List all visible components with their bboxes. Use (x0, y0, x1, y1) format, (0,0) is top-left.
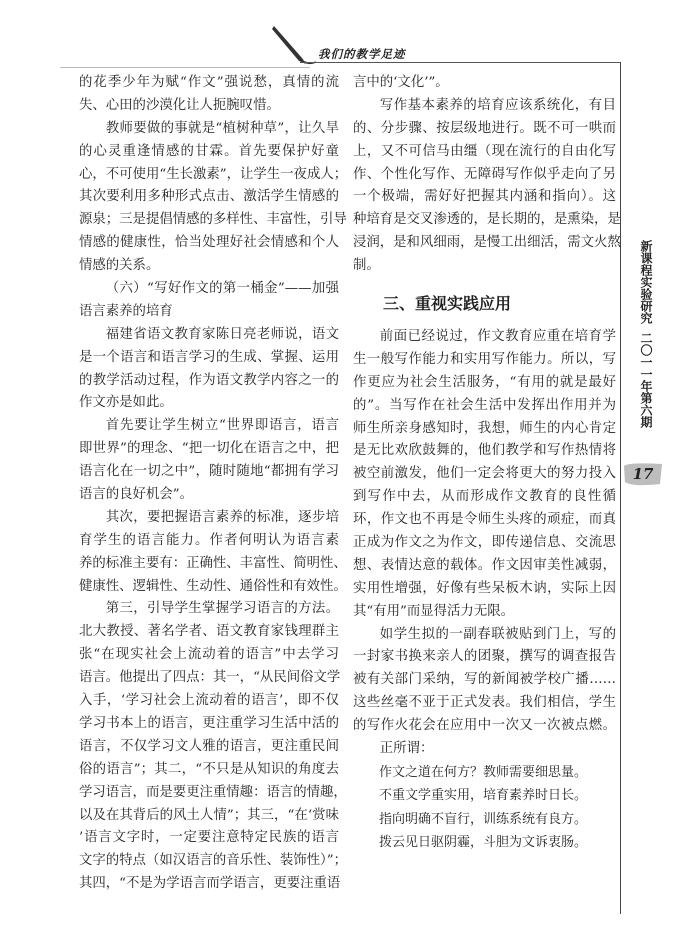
text-line: 的心灵重逢情感的甘霖。首先要保护好童 (79, 143, 339, 159)
text-line: 学习语言，而是要更注重情趣：语言的情趣， (79, 784, 347, 800)
text-line: 的花季少年为赋“作文”强说愁，真情的流 (79, 75, 339, 90)
text-line: 学习书本上的语言，更注重学习生活中活的 (79, 715, 339, 731)
text-line: 育学生的语言能力。作者何明认为语言素 (79, 532, 339, 548)
text-line: 作文亦是如此。 (79, 395, 173, 411)
poem-line: 作文之道在何方？教师需要细思量。 (379, 764, 588, 780)
text-line: 第三，引导学生掌握学习语言的方法。 (105, 601, 339, 617)
text-line: 作更应为社会生活服务，“有用的就是最好 (353, 374, 616, 390)
poem-line: 拨云见日驱阴霾，斗胆为文诉衷肠。 (379, 835, 588, 851)
text-line: 健康性、逻辑性、生动性、通俗性和有效性。 (79, 578, 347, 594)
text-line: 制。 (353, 258, 380, 274)
poem-line: 指向明确不盲行，训练系统有良方。 (379, 811, 588, 827)
text-line: 张“在现实社会上流动着的语言”中去学习 (79, 647, 339, 663)
text-line: 其四，“不是为学语言而学语言，更要注重语 (79, 876, 341, 892)
text-line: 被有关部门采纳，写的新闻被学校广播…… (353, 672, 616, 688)
header-rule-left (60, 67, 310, 68)
issue-label: 二〇一一年第六期 (639, 332, 653, 428)
page-number: 17 (632, 465, 654, 483)
side-banner (624, 240, 668, 428)
text-line: 一封家书换来亲人的团聚，撰写的调查报告 (353, 649, 616, 665)
text-line: 师生所亲身感知时，我想，师生的内心肯定 (353, 420, 616, 436)
text-line: 情感的关系。 (79, 258, 160, 274)
text-line: 的教学活动过程，作为语文教学内容之一的 (79, 372, 339, 388)
text-line: 福建省语文教育家陈日亮老师说，语文 (105, 326, 339, 342)
text-line: 入手，‘学习社会上流动着的语言’，即不仅 (79, 693, 339, 709)
journal-column-title: 我们的教学足迹 (318, 47, 406, 61)
text-line: 北大教授、著名学者、语文教育家钱理群主 (79, 624, 339, 640)
text-line: 语言。他提出了四点：其一，“从民间俗文学 (79, 670, 341, 686)
text-line: （六）“写好作文的第一桶金”——加强 (105, 281, 339, 297)
text-line: 上，又不可信马由缰（现在流行的自由化写 (353, 143, 616, 159)
text-line: 心，不可使用“生长激素”，让学生一夜成人； (79, 166, 348, 182)
text-line: 的、分步骤、按层级地进行。既不可一哄而 (353, 120, 616, 136)
text-line: 语言的良好机会”。 (79, 487, 193, 503)
text-line: 正成为作文之为作文，即传递信息、交流思 (353, 535, 616, 551)
text-line: ’语言文字时，一定要注意特定民族的语言 (79, 830, 339, 846)
text-line: 是无比欢欣鼓舞的，他们教学和写作热情将 (353, 443, 616, 459)
text-line: 是一个语言和语言学习的生成、掌握、运用 (79, 349, 339, 365)
text-line: 生一般写作能力和实用写作能力。所以，写 (353, 351, 616, 367)
right-column (353, 72, 621, 855)
text-line: 前面已经说过，作文教育应重在培育学 (379, 329, 616, 345)
text-line: 源泉；三是提倡情感的多样性、丰富性，引导 (79, 212, 347, 228)
text-line: 环，作文也不再是令师生头疼的顽症，而真 (353, 512, 616, 528)
text-line: 语言素养的培育 (79, 303, 173, 319)
section-heading: 三、重视实践应用 (383, 294, 512, 314)
text-line: 如学生拟的一副春联被贴到门上，写的 (379, 626, 616, 642)
text-line: 实用性增强，好像有些呆板木讷，实际上因 (353, 580, 616, 596)
text-line: 失、心田的沙漠化让人扼腕叹惜。 (79, 97, 280, 113)
text-line: 种培育是交叉渗透的，是长期的，是熏染，是 (353, 212, 621, 228)
text-line: 养的标准主要有：正确性、丰富性、简明性、 (79, 555, 347, 571)
text-line: 首先要让学生树立“世界即语言，语言 (105, 418, 339, 434)
text-line: 正所谓： (379, 741, 434, 757)
text-line: 文字的特点（如汉语言的音乐性、装饰性）”； (79, 853, 347, 869)
text-line: 语言化在一切之中”，随时随地“都拥有学习 (79, 464, 339, 480)
text-line: 写作基本素养的培育应该系统化，有目 (379, 97, 616, 113)
text-line: 一个极端，需好好把握其内涵和指向）。这 (353, 189, 616, 205)
text-line: 作、个性化写作、无障碍写作似乎走向了另 (353, 166, 616, 182)
text-line: 俗的语言”；其二，“不只是从知识的角度去 (79, 761, 339, 777)
text-line: 语言，不仅学习文人雅的语言，更注重民间 (79, 738, 339, 754)
text-line: 被空前激发，他们一定会将更大的努力投入 (353, 466, 616, 482)
text-line: 言中的‘文化’”。 (353, 75, 449, 90)
header-rule (300, 62, 620, 63)
journal-name: 新课程实验研究 (639, 240, 653, 324)
text-line: 的写作火花会在应用中一次又一次被点燃。 (353, 718, 616, 734)
text-line: 其次要利用多种形式点击、激活学生情感的 (79, 189, 339, 205)
text-line: 即世界”的理念、“把一切化在语言之中，把 (79, 441, 339, 457)
text-line: 教师要做的事就是“植树种草”，让久旱 (105, 120, 339, 136)
text-line: 浸润，是和风细雨，是慢工出细活，需文火熬 (353, 235, 621, 251)
side-rule (620, 62, 621, 914)
left-column (79, 72, 348, 896)
text-line: 想、表情达意的载体。作文因审美性减弱， (353, 557, 616, 573)
text-line: 到写作中去，从而形成作文教育的良性循 (353, 489, 616, 505)
text-line: 情感的健康性，恰当处理好社会情感和个人 (79, 235, 339, 251)
text-line: 的”。当写作在社会生活中发挥出作用并为 (353, 397, 616, 413)
text-line: 这些丝毫不亚于正式发表。我们相信，学生 (353, 695, 616, 711)
text-line: 其“有用”而显得活力无限。 (353, 603, 514, 619)
text-line: 以及在其背后的风土人情”；其三，“在‘赏味 (79, 807, 339, 823)
poem (353, 761, 616, 855)
text-line: 其次，要把握语言素养的标准，逐步培 (105, 509, 339, 525)
poem-line: 不重文学重实用，培育素养时日长。 (379, 788, 588, 804)
